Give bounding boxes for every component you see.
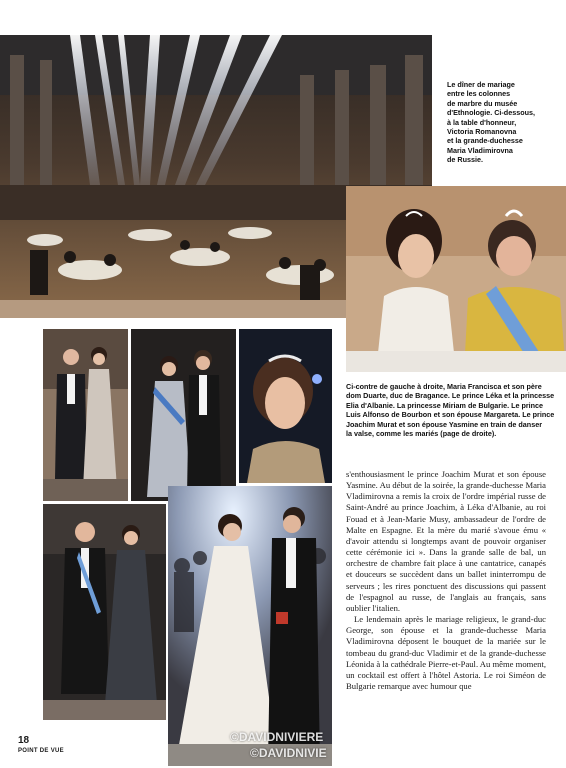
photo-credit-watermark-2: ©DAVIDNIVIE — [250, 746, 327, 760]
bourbon-couple-photo — [43, 504, 166, 720]
honor-table-photo — [346, 186, 566, 372]
photo-credit-watermark: ©DAVIDNIVIERE — [230, 730, 324, 744]
caption-banquet: Le dîner de mariage entre les colonnes de marbre du musée d'Ethnologie. Ci-dessous, à la table d'honneur, Victoria Romanovna et la grande-duchesse Maria Vladimirovna de Russie. — [447, 80, 535, 165]
albania-couple-photo — [131, 329, 236, 501]
magazine-name: POINT DE VUE — [18, 748, 64, 754]
page-folio — [18, 736, 64, 756]
miriam-portrait-photo — [239, 329, 332, 483]
page-number: 18 — [18, 735, 30, 746]
caption-guests: Ci-contre de gauche à droite, Maria Francisca et son père dom Duarte, duc de Bragance. Le prince Léka et la princesse Elia d'Albanie. La princesse Miriam de Bulgarie. Le prince Luis Alfonso de Bourbon et son épouse Margareta. Le prince Joachim Murat et son épouse Yasmine en train de danser la valse, comme les mariés (page de droite). — [346, 382, 555, 439]
article-body — [346, 469, 546, 759]
article-paragraph: s'enthousiasment le prince Joachim Murat et son épouse Yasmine. Au début de la soirée, la grande-duchesse Maria Vladimirovna a remis la croix de l'ordre impérial russe de Saint-André au prince Joachim, à Léka d'Albanie, au roi Fouad et à Jean-Marie Musy, ambassadeur de l'ordre de Malte en Espagne. Et la mère du marié s'avoue ému « d'avoir attendu si longtemps avant de pouvoir organiser cette cérémonie ici ». Dans la grande salle de bal, un orchestre de chambre fait place à une cantatrice, canapés et douceurs se succèdent dans un ballet ininterrompu de serveurs ; les rires ponctuent des discussions qui passent de l'espagnol au russe, de l'anglais au français, sans oublier l'italien. — [346, 469, 546, 613]
murat-waltz-photo — [168, 486, 332, 766]
bragance-photo — [43, 329, 128, 501]
article-paragraph: Le lendemain après le mariage religieux, le grand-duc George, son épouse et la grande-duchesse Maria Vladimirovna déposent le bouquet de la mariée sur le tombeau du grand-duc Vladimir et de la grande-duchesse Léonida à la cathédrale Pierre-et-Paul. Au même moment, un cocktail est offert à l'hôtel Astoria. Le roi Siméon de Bulgarie remarque avec humour que — [346, 614, 546, 691]
